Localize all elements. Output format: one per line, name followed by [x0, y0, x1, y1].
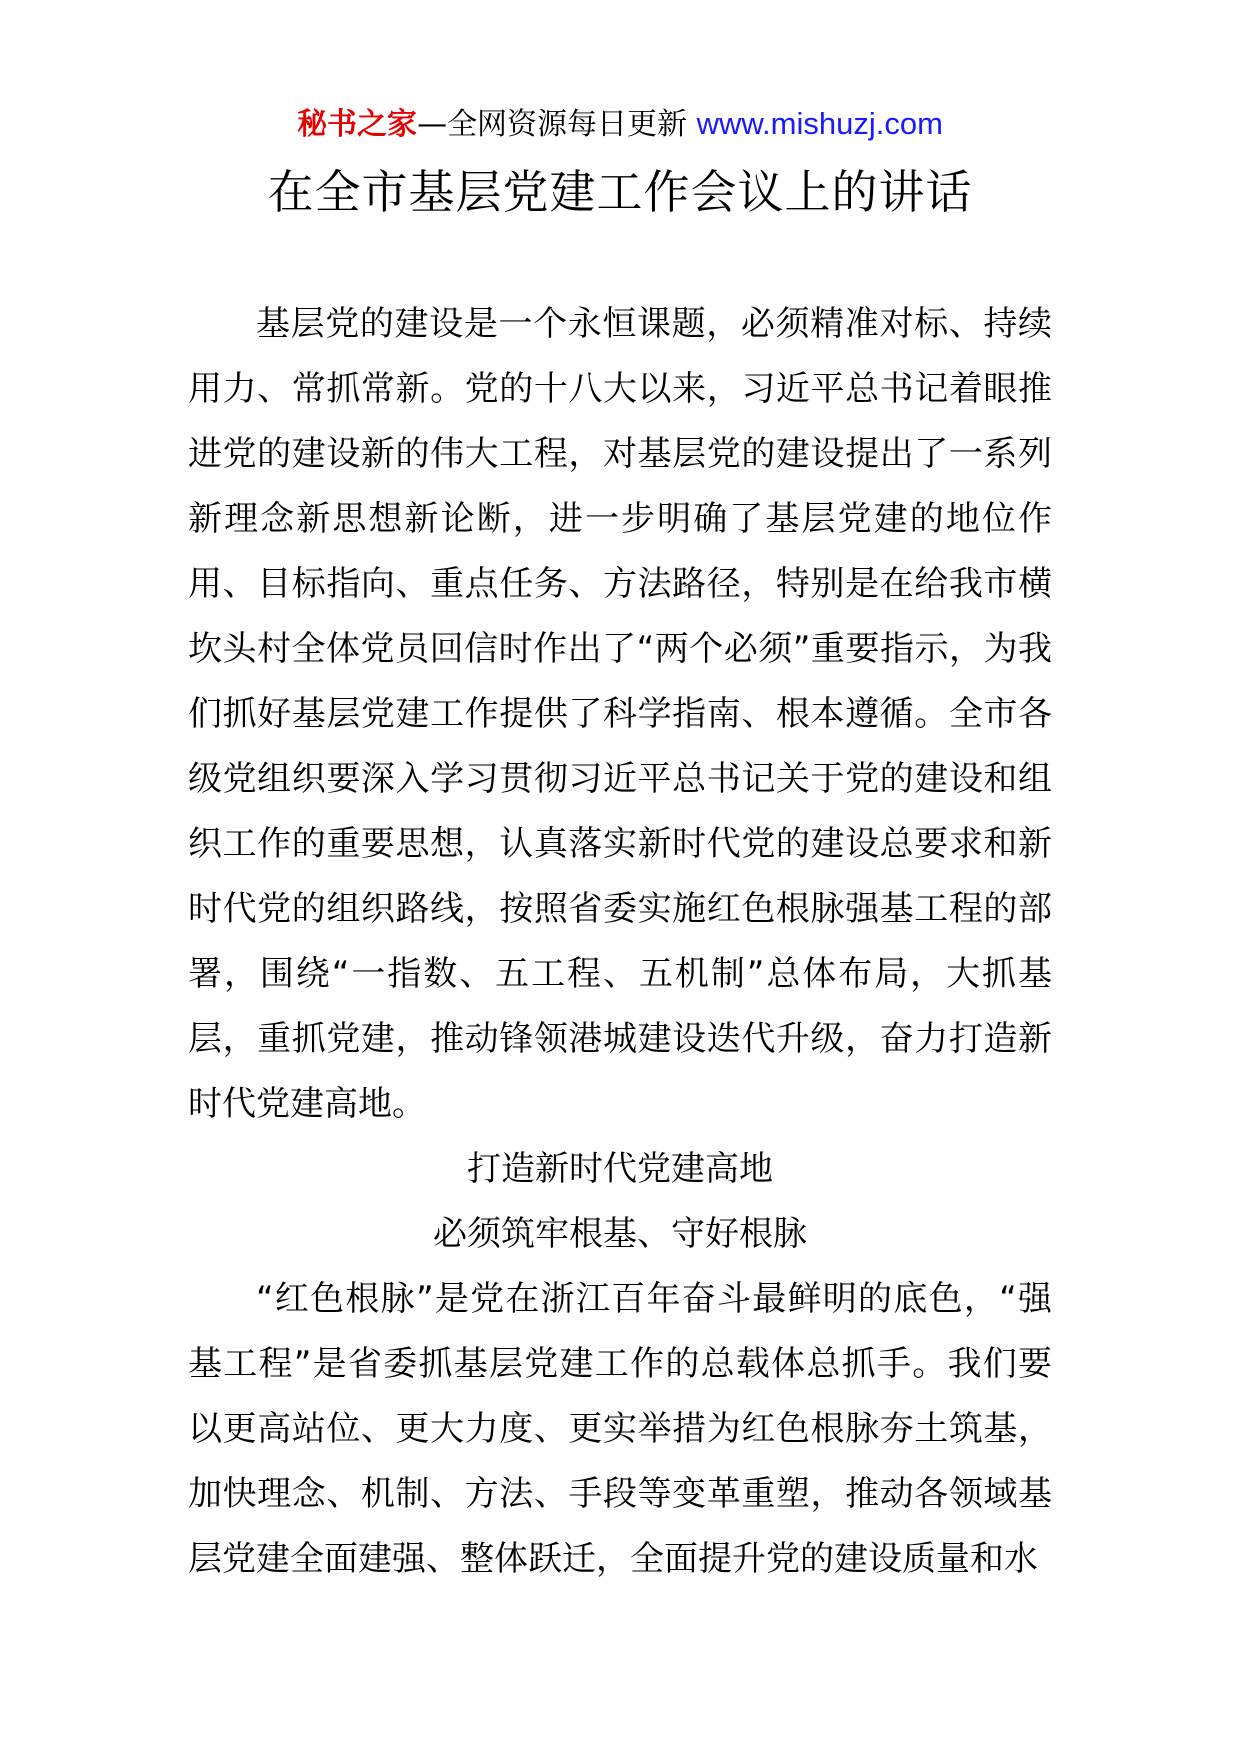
- header-tagline: —全网资源每日更新: [417, 107, 697, 142]
- paragraph-section-1: “红色根脉”是党在浙江百年奋斗最鲜明的底色，“强基工程”是省委抓基层党建工作的总载体总抓手。我们要以更高站位、更大力度、更实举措为红色根脉夯土筑基，加快理念、机制、方法、手段等变革重塑，推动各领域基层党建全面建强、整体跃迁，全面提升党的建设质量和水: [188, 1279, 1052, 1579]
- section-heading-line-2: 必须筑牢根基、守好根脉: [433, 1214, 807, 1254]
- document-body: [188, 292, 1052, 1592]
- section-heading-line-1: 打造新时代党建高地: [467, 1149, 773, 1189]
- paragraph-intro: 基层党的建设是一个永恒课题，必须精准对标、持续用力、常抓常新。党的十八大以来，习近平总书记着眼推进党的建设新的伟大工程，对基层党的建设提出了一系列新理念新思想新论断，进一步明确了基层党建的地位作用、目标指向、重点任务、方法路径，特别是在给我市横坎头村全体党员回信时作出了“两个必须”重要指示，为我们抓好基层党建工作提供了科学指南、根本遵循。全市各级党组织要深入学习贯彻习近平总书记关于党的建设和组织工作的重要思想，认真落实新时代党的建设总要求和新时代党的组织路线，按照省委实施红色根脉强基工程的部署，围绕“一指数、五工程、五机制”总体布局，大抓基层，重抓党建，推动锋领港城建设迭代升级，奋力打造新时代党建高地。: [188, 304, 1052, 1124]
- document-title: 在全市基层党建工作会议上的讲话: [267, 165, 973, 219]
- site-header: [0, 100, 1240, 149]
- site-url-link[interactable]: www.mishuzj.com: [696, 106, 943, 141]
- brand-name: 秘书之家: [297, 107, 418, 142]
